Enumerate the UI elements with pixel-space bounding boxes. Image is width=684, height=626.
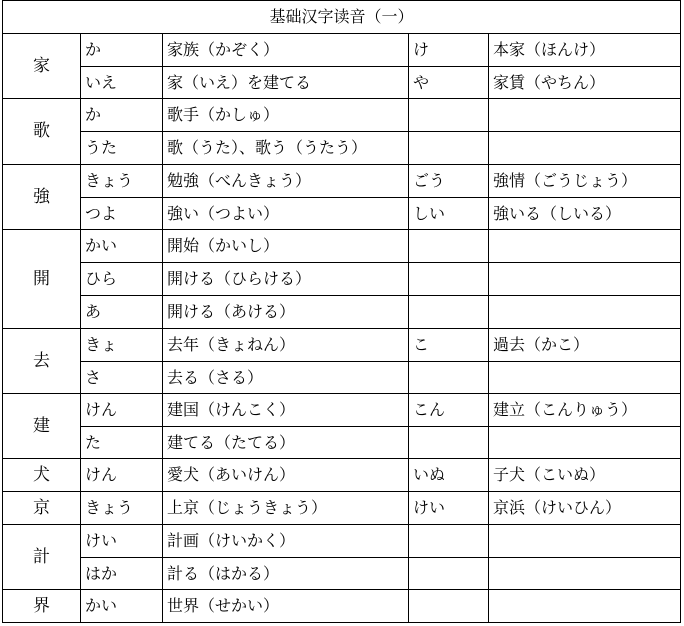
table-row [3, 525, 681, 558]
alt-reading-cell [409, 132, 489, 165]
table-row [3, 329, 681, 362]
table-row [3, 362, 681, 394]
table-row [3, 296, 681, 329]
table-row [3, 198, 681, 230]
table-row [3, 34, 681, 67]
example-word-cell: 開ける（あける） [163, 296, 409, 329]
reading-cell: かい [81, 230, 163, 263]
alt-example-word-cell: 本家（ほんけ） [489, 34, 681, 67]
example-word-cell: 開ける（ひらける） [163, 263, 409, 296]
reading-cell: かい [81, 590, 163, 623]
alt-reading-cell [409, 427, 489, 459]
table-row [3, 263, 681, 296]
reading-cell: きょ [81, 329, 163, 362]
table-row [3, 558, 681, 590]
table-row [3, 99, 681, 132]
example-word-cell: 歌手（かしゅ） [163, 99, 409, 132]
reading-cell: か [81, 99, 163, 132]
table-row [3, 394, 681, 427]
reading-cell: うた [81, 132, 163, 165]
table-row [3, 492, 681, 525]
alt-example-word-cell [489, 590, 681, 623]
example-word-cell: 歌（うた）、歌う（うたう） [163, 132, 409, 165]
table-body [3, 34, 681, 623]
reading-cell: きょう [81, 165, 163, 198]
alt-example-word-cell [489, 525, 681, 558]
title-row [3, 1, 681, 34]
example-word-cell: 建てる（たてる） [163, 427, 409, 459]
table-row [3, 230, 681, 263]
reading-cell: けん [81, 459, 163, 492]
kanji-cell: 犬 [3, 459, 81, 492]
alt-example-word-cell [489, 132, 681, 165]
reading-cell: いえ [81, 67, 163, 99]
reading-cell: はか [81, 558, 163, 590]
alt-example-word-cell [489, 427, 681, 459]
alt-example-word-cell: 過去（かこ） [489, 329, 681, 362]
table-row [3, 165, 681, 198]
alt-reading-cell: ごう [409, 165, 489, 198]
alt-reading-cell [409, 590, 489, 623]
kanji-cell: 京 [3, 492, 81, 525]
table-row [3, 459, 681, 492]
reading-cell: けい [81, 525, 163, 558]
kanji-cell: 計 [3, 525, 81, 590]
alt-reading-cell: こん [409, 394, 489, 427]
reading-cell: さ [81, 362, 163, 394]
kanji-reading-table [2, 0, 681, 623]
kanji-cell: 歌 [3, 99, 81, 165]
alt-reading-cell [409, 558, 489, 590]
reading-cell: か [81, 34, 163, 67]
alt-example-word-cell: 強情（ごうじょう） [489, 165, 681, 198]
kanji-cell: 建 [3, 394, 81, 459]
example-word-cell: 開始（かいし） [163, 230, 409, 263]
table-row [3, 132, 681, 165]
alt-reading-cell: け [409, 34, 489, 67]
alt-example-word-cell: 強いる（しいる） [489, 198, 681, 230]
alt-example-word-cell: 子犬（こいぬ） [489, 459, 681, 492]
kanji-cell: 去 [3, 329, 81, 394]
alt-reading-cell: しい [409, 198, 489, 230]
example-word-cell: 去る（さる） [163, 362, 409, 394]
example-word-cell: 愛犬（あいけん） [163, 459, 409, 492]
example-word-cell: 家族（かぞく） [163, 34, 409, 67]
example-word-cell: 去年（きょねん） [163, 329, 409, 362]
table-row [3, 67, 681, 99]
alt-example-word-cell: 家賃（やちん） [489, 67, 681, 99]
alt-reading-cell: いぬ [409, 459, 489, 492]
alt-reading-cell [409, 230, 489, 263]
alt-reading-cell [409, 263, 489, 296]
alt-reading-cell [409, 362, 489, 394]
table-row [3, 590, 681, 623]
example-word-cell: 上京（じょうきょう） [163, 492, 409, 525]
table-title: 基础汉字读音（一） [3, 1, 681, 34]
table-row [3, 427, 681, 459]
example-word-cell: 世界（せかい） [163, 590, 409, 623]
example-word-cell: 計る（はかる） [163, 558, 409, 590]
alt-example-word-cell [489, 362, 681, 394]
alt-reading-cell [409, 99, 489, 132]
example-word-cell: 強い（つよい） [163, 198, 409, 230]
example-word-cell: 建国（けんこく） [163, 394, 409, 427]
alt-reading-cell [409, 296, 489, 329]
alt-example-word-cell [489, 99, 681, 132]
alt-reading-cell: こ [409, 329, 489, 362]
reading-cell: つよ [81, 198, 163, 230]
alt-example-word-cell [489, 296, 681, 329]
reading-cell: あ [81, 296, 163, 329]
kanji-cell: 強 [3, 165, 81, 230]
reading-cell: けん [81, 394, 163, 427]
kanji-cell: 界 [3, 590, 81, 623]
alt-reading-cell [409, 525, 489, 558]
example-word-cell: 計画（けいかく） [163, 525, 409, 558]
reading-cell: た [81, 427, 163, 459]
alt-example-word-cell: 京浜（けいひん） [489, 492, 681, 525]
alt-example-word-cell [489, 558, 681, 590]
reading-cell: きょう [81, 492, 163, 525]
example-word-cell: 家（いえ）を建てる [163, 67, 409, 99]
alt-example-word-cell [489, 230, 681, 263]
alt-reading-cell: けい [409, 492, 489, 525]
kanji-cell: 家 [3, 34, 81, 99]
kanji-cell: 開 [3, 230, 81, 329]
alt-reading-cell: や [409, 67, 489, 99]
alt-example-word-cell: 建立（こんりゅう） [489, 394, 681, 427]
example-word-cell: 勉強（べんきょう） [163, 165, 409, 198]
alt-example-word-cell [489, 263, 681, 296]
reading-cell: ひら [81, 263, 163, 296]
